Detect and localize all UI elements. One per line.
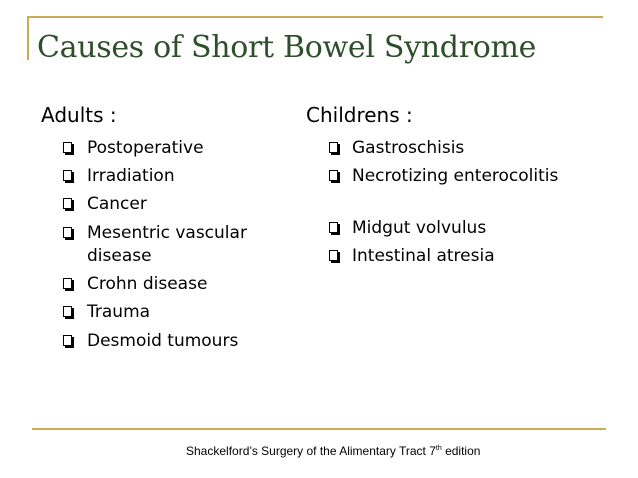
adults-item-mesentric-vascular: Mesentric vascular <box>87 223 247 243</box>
footer-text-end: edition <box>441 444 481 458</box>
adults-item-crohn: Crohn disease <box>87 274 208 294</box>
childrens-item-midgut: Midgut volvulus <box>352 218 487 238</box>
bullet-icon <box>63 142 72 153</box>
bullet-icon <box>329 222 338 233</box>
childrens-item-gastroschisis: Gastroschisis <box>352 138 465 158</box>
slide-title: Causes of Short Bowel Syndrome <box>37 30 537 65</box>
adults-heading: Adults : <box>41 103 117 127</box>
bullet-icon <box>329 170 338 181</box>
footer-superscript: th <box>435 445 442 452</box>
adults-item-cancer: Cancer <box>87 194 147 214</box>
adults-item-postoperative: Postoperative <box>87 138 204 158</box>
left-divider <box>27 16 29 60</box>
bottom-divider <box>32 428 606 430</box>
adults-item-mesentric-vascular-cont: disease <box>87 246 152 266</box>
adults-item-trauma: Trauma <box>87 302 151 322</box>
bullet-icon <box>63 306 72 317</box>
bullet-icon <box>63 198 72 209</box>
adults-item-desmoid: Desmoid tumours <box>87 331 239 351</box>
childrens-item-necrotizing: Necrotizing enterocolitis <box>352 166 559 186</box>
adults-item-irradiation: Irradiation <box>87 166 175 186</box>
footer-text: Shackelford’s Surgery of the Alimentary Tract 7 <box>186 444 436 458</box>
bullet-icon <box>63 227 72 238</box>
bullet-icon <box>63 335 72 346</box>
bullet-icon <box>63 278 72 289</box>
childrens-item-atresia: Intestinal atresia <box>352 246 495 266</box>
childrens-heading: Childrens : <box>306 103 413 127</box>
bullet-icon <box>329 142 338 153</box>
bullet-icon <box>63 170 72 181</box>
top-divider <box>27 16 603 18</box>
footer-citation <box>186 444 480 458</box>
bullet-icon <box>329 250 338 261</box>
